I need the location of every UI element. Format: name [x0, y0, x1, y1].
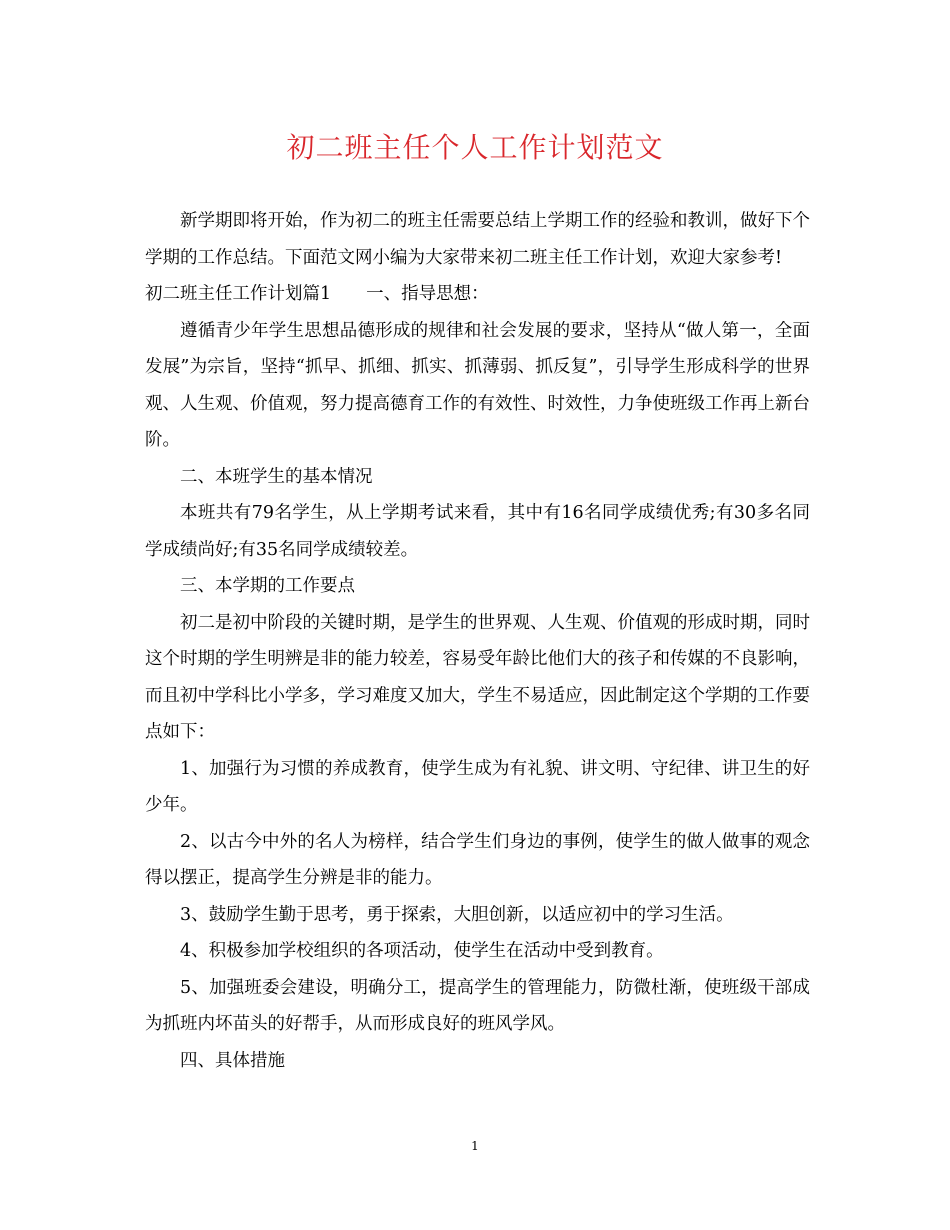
list-item-5: 5、加强班委会建设，明确分工，提高学生的管理能力，防微杜渐，使班级干部成为抓班内坏苗头的好帮手，从而形成良好的班风学风。 — [145, 977, 810, 1034]
paragraph-guiding-ideology: 遵循青少年学生思想品德形成的规律和社会发展的要求，坚持从“做人第一，全面发展”为宗旨，坚持“抓早、抓细、抓实、抓薄弱、抓反复”，引导学生形成科学的世界观、人生观、价值观，努力提高德育工作的有效性、时效性，力争使班级工作再上新台阶。 — [145, 320, 810, 450]
paragraph-intro: 新学期即将开始，作为初二的班主任需要总结上学期工作的经验和教训，做好下个学期的工作总结。下面范文网小编为大家带来初二班主任工作计划，欢迎大家参考! — [145, 211, 810, 268]
paragraph-basic-situation: 本班共有79名学生，从上学期考试来看，其中有16名同学成绩优秀;有30多名同学成绩尚好;有35名同学成绩较差。 — [145, 503, 810, 560]
section-heading-measures: 四、具体措施 — [180, 1050, 285, 1071]
list-item-3: 3、鼓励学生勤于思考，勇于探索，大胆创新，以适应初中的学习生活。 — [180, 904, 734, 925]
list-item-4: 4、积极参加学校组织的各项活动，使学生在活动中受到教育。 — [180, 941, 664, 961]
paragraph-plan-heading: 初二班主任工作计划篇1 一、指导思想： — [145, 284, 489, 304]
list-item-1: 1、加强行为习惯的养成教育，使学生成为有礼貌、讲文明、守纪律、讲卫生的好少年。 — [145, 758, 810, 815]
section-heading-work-points: 三、本学期的工作要点 — [180, 576, 355, 596]
list-item-2: 2、以古今中外的名人为榜样，结合学生们身边的事例，使学生的做人做事的观念得以摆正，提高学生分辨是非的能力。 — [145, 831, 810, 888]
paragraph-work-points-intro: 初二是初中阶段的关键时期，是学生的世界观、人生观、价值观的形成时期，同时这个时期的学生明辨是非的能力较差，容易受年龄比他们大的孩子和传媒的不良影响，而且初中学科比小学多，学习难度又加大，学生不易适应，因此制定这个学期的工作要点如下： — [145, 612, 810, 742]
section-heading-basic-situation: 二、本班学生的基本情况 — [180, 466, 373, 487]
page-number: 1 — [471, 1139, 479, 1153]
document-body — [145, 203, 810, 1079]
document-title: 初二班主任个人工作计划范文 — [286, 131, 664, 164]
